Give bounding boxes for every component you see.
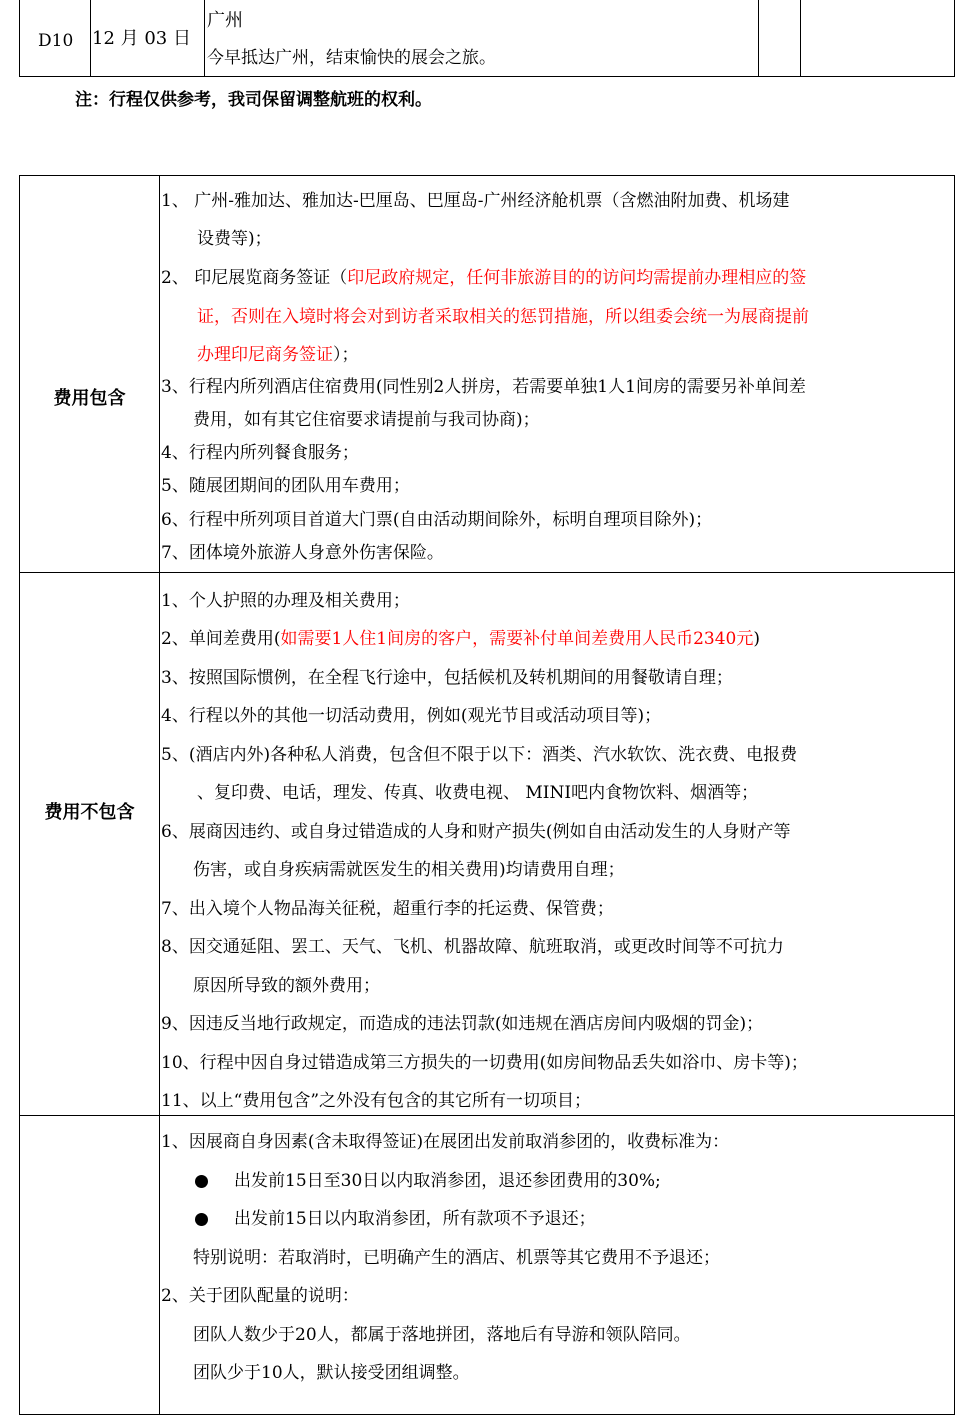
- itinerary-day: D10: [38, 31, 74, 51]
- table-divider: [20, 1115, 954, 1116]
- list-item: 伤害，或自身疾病需就医发生的相关费用)均请费用自理；: [193, 860, 625, 880]
- list-item: 3、行程内所列酒店住宿费用(同性别2人拼房，若需要单独1人1间房的需要另补单间差: [161, 377, 806, 397]
- included-header: 费用包含: [53, 388, 126, 409]
- table-divider: [90, 0, 91, 76]
- list-item: 团队人数少于20人，都属于落地拼团，落地后有导游和领队陪同。: [193, 1325, 691, 1345]
- list-item: 团队少于10人，默认接受团组调整。: [193, 1363, 470, 1383]
- list-item: 2、单间差费用(如需要1人住1间房的客户，需要补付单间差费用人民币2340元): [161, 629, 760, 649]
- list-item: 出发前15日以内取消参团，所有款项不予退还；: [195, 1208, 596, 1230]
- table-divider: [758, 0, 759, 76]
- fee-table: [19, 175, 955, 1415]
- list-item: 5、(酒店内外)各种私人消费，包含但不限于以下：酒类、汽水软饮、洗衣费、电报费: [161, 745, 798, 765]
- list-item: 7、团体境外旅游人身意外伤害保险。: [161, 543, 444, 563]
- itinerary-desc: 今早抵达广州，结束愉快的展会之旅。: [207, 48, 496, 68]
- list-item: 办理印尼商务签证）；: [197, 345, 359, 365]
- table-divider: [20, 572, 954, 573]
- itinerary-note: 注：行程仅供参考，我司保留调整航班的权利。: [75, 90, 432, 110]
- table-divider: [159, 176, 160, 1414]
- list-item: 证，否则在入境时将会对到访者采取相关的惩罚措施，所以组委会统一为展商提前: [197, 307, 809, 327]
- list-item: 特别说明：若取消时，已明确产生的酒店、机票等其它费用不予退还；: [193, 1248, 720, 1268]
- list-item: 设费等)；: [197, 229, 272, 249]
- table-divider: [800, 0, 801, 76]
- itinerary-table: [19, 0, 955, 77]
- list-item: 2、 印尼展览商务签证（印尼政府规定，任何非旅游目的的访问均需提前办理相应的签: [161, 268, 807, 288]
- list-item: 4、行程以外的其他一切活动费用，例如(观光节目或活动项目等)；: [161, 706, 662, 726]
- list-item: 5、随展团期间的团队用车费用；: [161, 476, 410, 496]
- table-divider: [204, 0, 205, 76]
- bullet-icon: [195, 1175, 208, 1188]
- list-item: 、复印费、电话，理发、传真、收费电视、 MINI吧内食物饮料、烟酒等；: [197, 783, 759, 803]
- list-item: 出发前15日至30日以内取消参团，退还参团费用的30%;: [195, 1170, 661, 1192]
- list-item: 2、关于团队配量的说明：: [161, 1286, 359, 1306]
- list-item: 费用，如有其它住宿要求请提前与我司协商)；: [193, 410, 540, 430]
- list-item: 3、按照国际惯例，在全程飞行途中，包括候机及转机期间的用餐敬请自理；: [161, 668, 733, 688]
- bullet-icon: [195, 1213, 208, 1226]
- list-item: 7、出入境个人物品海关征税，超重行李的托运费、保管费；: [161, 899, 614, 919]
- itinerary-date: 12 月 03 日: [92, 28, 191, 49]
- itinerary-city: 广州: [207, 10, 243, 31]
- list-item: 10、行程中因自身过错造成第三方损失的一切费用(如房间物品丢失如浴巾、房卡等)；: [161, 1053, 808, 1073]
- list-item: 1、 广州-雅加达、雅加达-巴厘岛、巴厘岛-广州经济舱机票（含燃油附加费、机场建: [161, 191, 790, 211]
- list-item: 11、以上“费用包含”之外没有包含的其它所有一切项目；: [161, 1091, 592, 1111]
- list-item: 原因所导致的额外费用；: [193, 976, 380, 996]
- list-item: 4、行程内所列餐食服务；: [161, 443, 359, 463]
- list-item: 1、因展商自身因素(含未取得签证)在展团出发前取消参团的，收费标准为：: [161, 1132, 730, 1152]
- list-item: 1、个人护照的办理及相关费用；: [161, 591, 410, 611]
- list-item: 8、因交通延阻、罢工、天气、飞机、机器故障、航班取消，或更改时间等不可抗力: [161, 937, 784, 957]
- list-item: 6、展商因违约、或自身过错造成的人身和财产损失(例如自由活动发生的人身财产等: [161, 822, 791, 842]
- list-item: 9、因违反当地行政规定，而造成的违法罚款(如违规在酒店房间内吸烟的罚金)；: [161, 1014, 764, 1034]
- list-item: 6、行程中所列项目首道大门票(自由活动期间除外，标明自理项目除外)；: [161, 510, 713, 530]
- excluded-header: 费用不包含: [44, 802, 135, 823]
